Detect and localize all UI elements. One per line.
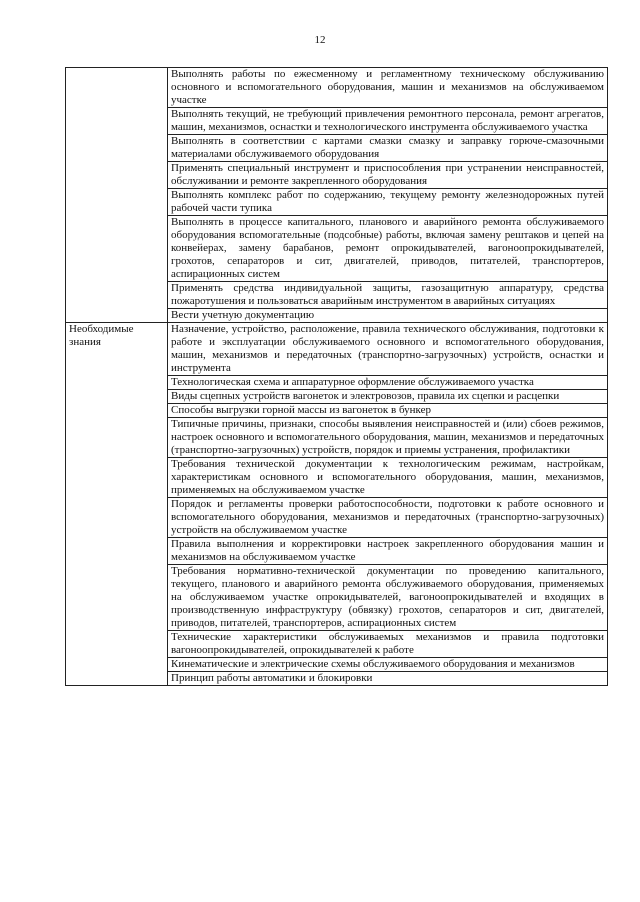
- requirement-text: Назначение, устройство, расположение, правила технического обслуживания, подготовки к работе и эксплуатации обслуживаемого основного и вспомогательного оборудования, машин, механизмов и передаточных (транспортно-загрузочных) устройств, оснастки и инструмента: [168, 323, 608, 376]
- requirement-text: Выполнять в процессе капитального, планового и аварийного ремонта обслуживаемого оборудования вспомогательные (подсобные) работы, включая замену рештаков и цепей на конвейерах, замену барабанов, ремонт опрокидывателей, вагоноопрокидывателей, грохотов, сепараторов и сит, двигателей, приводов, питателей, транспортеров, аспирационных систем: [168, 216, 608, 282]
- requirement-text: Выполнять в соответствии с картами смазки смазку и заправку горюче-смазочными материалами обслуживаемого оборудования: [168, 135, 608, 162]
- requirement-text: Применять средства индивидуальной защиты, газозащитную аппаратуру, средства пожаротушения и пользоваться аварийным инструментом в аварийных ситуациях: [168, 282, 608, 309]
- requirement-text: Требования технической документации к технологическим режимам, настройкам, характеристикам основного и вспомогательного оборудования, машин, механизмов, применяемых на обслуживаемом участке: [168, 458, 608, 498]
- requirement-text: Правила выполнения и корректировки настроек закрепленного оборудования машин и механизмов на обслуживаемом участке: [168, 538, 608, 565]
- requirement-text: Технические характеристики обслуживаемых механизмов и правила подготовки вагоноопрокидывателей, опрокидывателей к работе: [168, 631, 608, 658]
- requirement-text: Применять специальный инструмент и приспособления при устранении неисправностей, обслуживании и ремонте закрепленного оборудования: [168, 162, 608, 189]
- requirement-text: Принцип работы автоматики и блокировки: [168, 672, 608, 686]
- requirement-text: Выполнять комплекс работ по содержанию, текущему ремонту железнодорожных путей рабочей части тупика: [168, 189, 608, 216]
- requirement-text: Выполнять работы по ежесменному и регламентному техническому обслуживанию основного и вспомогательного оборудования, машин и механизмов на обслуживаемом участке: [168, 68, 608, 108]
- page-number: 12: [314, 34, 326, 46]
- competency-table: [65, 67, 608, 686]
- requirement-text: Технологическая схема и аппаратурное оформление обслуживаемого участка: [168, 376, 608, 390]
- requirement-text: Требования нормативно-технической документации по проведению капитального, текущего, планового и аварийного ремонта обслуживаемого оборудования, применяемых на обслуживаемом участке опрокидывателей, вагоноопрокидывателей и входящих в производственную инфраструктуру (обвязку) грохотов, сепараторов и сит, двигателей, приводов, питателей, транспортеров, аспирационных систем: [168, 565, 608, 631]
- table-row: [66, 68, 608, 108]
- table-body: [66, 68, 608, 686]
- requirement-text: Типичные причины, признаки, способы выявления неисправностей и (или) сбоев режимов, настроек основного и вспомогательного оборудования, машин, механизмов и передаточных (транспортно-загрузочных) устройств, порядок и приемы устранения, профилактики: [168, 418, 608, 458]
- requirement-text: Кинематические и электрические схемы обслуживаемого оборудования и механизмов: [168, 658, 608, 672]
- requirement-text: Порядок и регламенты проверки работоспособности, подготовки к работе основного и вспомогательного оборудования, механизмов и передаточных (транспортно-загрузочных) устройств на обслуживаемом участке: [168, 498, 608, 538]
- requirement-text: Виды сцепных устройств вагонеток и электровозов, правила их сцепки и расцепки: [168, 390, 608, 404]
- table-row: [66, 323, 608, 376]
- requirement-text: Выполнять текущий, не требующий привлечения ремонтного персонала, ремонт агрегатов, машин, механизмов, оснастки и технологического инструмента обслуживаемого участка: [168, 108, 608, 135]
- section-label: [66, 68, 168, 323]
- requirement-text: Способы выгрузки горной массы из вагонеток в бункер: [168, 404, 608, 418]
- requirement-text: Вести учетную документацию: [168, 309, 608, 323]
- section-label: Необходимые знания: [66, 323, 168, 686]
